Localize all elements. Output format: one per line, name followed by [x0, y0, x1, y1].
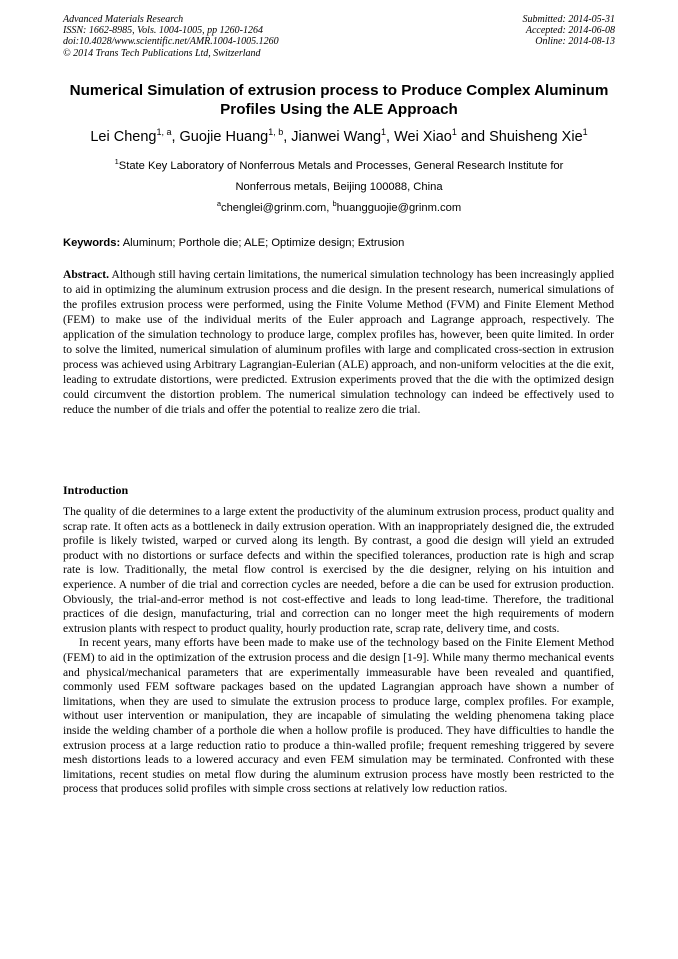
- keywords-text: Aluminum; Porthole die; ALE; Optimize design; Extrusion: [120, 237, 405, 249]
- paper-title: Numerical Simulation of extrusion process to Produce Complex Aluminum Profiles Using the ALE Approach: [69, 82, 609, 118]
- author-separator: ,: [386, 129, 395, 145]
- author-name: Shuisheng Xie: [489, 129, 583, 145]
- author: [489, 129, 588, 145]
- issn-line: ISSN: 1662-8985, Vols. 1004-1005, pp 1260-1264: [63, 25, 263, 37]
- submitted-date: Submitted: 2014-05-31: [522, 14, 615, 25]
- author-affiliation-mark: 1, b: [268, 127, 284, 137]
- author: [180, 129, 292, 145]
- email-link[interactable]: chenglei@grinm.com,: [220, 202, 333, 214]
- doi-line[interactable]: doi:10.4028/www.scientific.net/AMR.1004-1005.1260: [63, 36, 279, 48]
- affiliation-mark: 1: [114, 157, 119, 166]
- body-paragraph: In recent years, many efforts have been made to make use of the technology based on the Finite Element Method (FEM) to aid in the optimization of the extrusion process and die design [1-9]. While many thermo mechanical events and physical/mechanical parameters that are experimentally immeasurable have been revealed and quantified, commonly used FEM software packages based on the updated Lagrangian approach have shown a number of limitations, when they are used to simulate the extrusion process to produce large, complex profiles. For example, without user intervention or manipulation, they are incapable of simulating the welding phenomena taking place inside the welding chamber of a porthole die when a hollow profile is produced. They have difficulties to handle the extrusion process at a large reduction ratio to produce a thin-walled profile; frequent remeshing triggered by severe mesh distortions leads to a lowered accuracy and even FEM simulation may be terminated. Confronted with these limitations, recent studies on metal flow during the aluminum extrusion process have mostly been restricted to the process that produces solid profiles with simple cross sections at relatively low reduction ratios.: [63, 636, 614, 796]
- email-link[interactable]: huangguojie@grinm.com: [336, 202, 462, 214]
- author-name: Guojie Huang: [179, 129, 269, 145]
- affiliation-line-1: [40, 156, 638, 177]
- author-name: Jianwei Wang: [291, 129, 382, 145]
- email-mark: b: [332, 199, 337, 208]
- author: [394, 129, 489, 145]
- journal-name: Advanced Materials Research: [63, 14, 184, 25]
- author-name: Lei Cheng: [90, 129, 157, 145]
- affiliation-text: State Key Laboratory of Nonferrous Metals and Processes, General Research Institute for: [118, 160, 564, 172]
- affiliation-line-2: Nonferrous metals, Beijing 100088, China: [235, 181, 443, 193]
- author-separator: ,: [171, 129, 180, 145]
- author-name: Wei Xiao: [394, 129, 452, 145]
- author-separator: and: [456, 129, 490, 145]
- author: [90, 129, 179, 145]
- journal-info: [63, 14, 279, 59]
- abstract-label: Abstract.: [63, 268, 110, 281]
- section-heading: Introduction: [63, 483, 129, 497]
- author-affiliation-mark: 1: [451, 127, 457, 137]
- author-affiliation-mark: 1: [582, 127, 588, 137]
- body-paragraph: The quality of die determines to a large extent the productivity of the aluminum extrusion process, product quality and scrap rate. It often acts as a bottleneck in daily extrusion operation. With an inappropriately designed die, the extruded profile is likely twisted, warped or curved along its length. By contrast, a good die design will yield an extruded product with no distortions or surface defects and within the specified tolerances, production rate is high and scrap rate is low. Traditionally, the metal flow control is exercised by the die designer, relying on his intuition and experience. A number of die trial and correction cycles are needed, before a die can be used for extrusion production. Obviously, the trial-and-error method is not cost-effective and leads to long lead-time. Therefore, the traditional practices of die design, manufacturing, trial and correction can no longer meet the high requirements of modern extrusion plants with respect to product quality, hourly production rate, scrap rate, delivery time, and costs.: [63, 505, 614, 635]
- introduction-body: [63, 505, 614, 797]
- author-list: [20, 127, 658, 147]
- author-affiliation-mark: 1, a: [156, 127, 172, 137]
- copyright-line: © 2014 Trans Tech Publications Ltd, Switzerland: [63, 47, 261, 59]
- publication-dates: [523, 14, 616, 48]
- keywords-label: Keywords:: [63, 237, 121, 249]
- abstract-paragraph: [63, 268, 614, 418]
- author-affiliation-mark: 1: [381, 127, 387, 137]
- abstract-text: Although still having certain limitations, the numerical simulation technology has been increasingly applied to aid in optimizing the aluminum extrusion process and die design. In the present research, numerical simulations of the profiles extrusion process were performed, using the Finite Volume Method (FVM) and Finite Element Method (FEM) to make use of the individual merits of the Euler approach and Lagrange approach, respectively. The application of the simulation technology to produce large, complex profiles has, however, been quite limited. In order to solve the limited, numerical simulation of aluminum profiles with large and complicated cross-section in extrusion process was achieved using Arbitrary Lagrangian-Eulerian (ALE) approach, and non-uniform velocities at the die exit, leading to extrudate distortions, were predicted. Extrusion experiments proved that the die with the optimized design could circumvent the distortion problem. The numerical simulation technology can indeed be effectively used to reduce the number of die trials and offer the potential to realize zero die trial.: [63, 268, 614, 416]
- email-line: [40, 198, 638, 219]
- online-date: Online: 2014-08-13: [535, 36, 615, 48]
- author: [291, 129, 394, 145]
- accepted-date: Accepted: 2014-06-08: [525, 25, 615, 37]
- keywords-line: [63, 236, 623, 250]
- email-mark: a: [216, 199, 221, 208]
- author-separator: ,: [283, 129, 292, 145]
- affiliation-block: [40, 156, 638, 219]
